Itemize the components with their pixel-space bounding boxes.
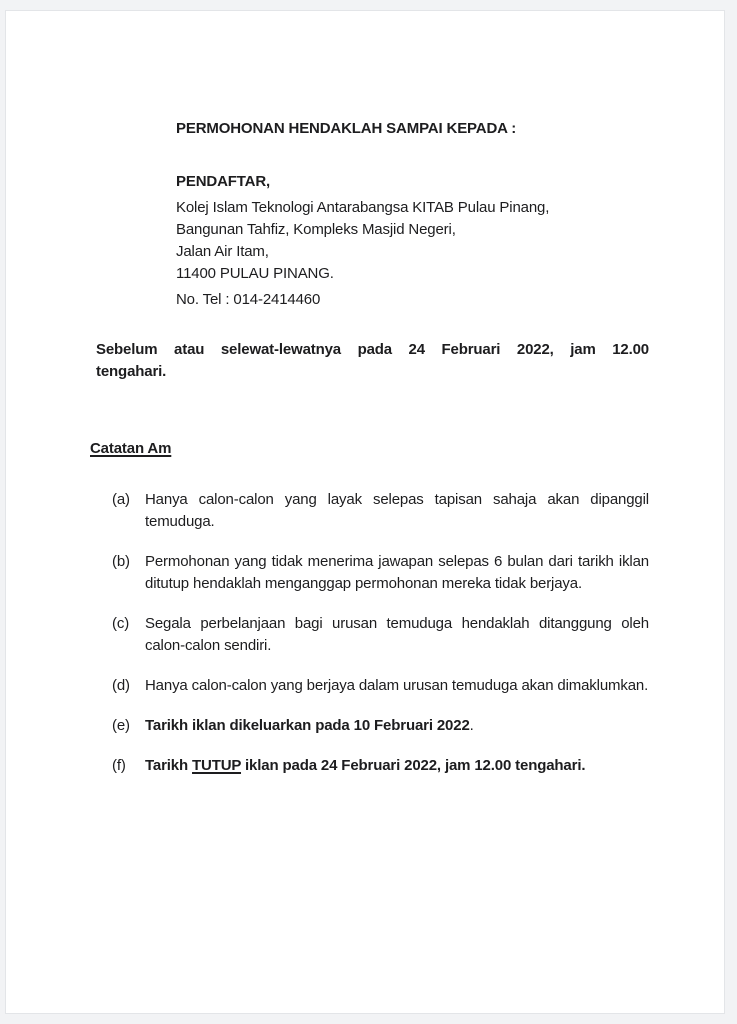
notes-heading — [90, 438, 724, 460]
note-item — [112, 675, 649, 697]
recipient-heading: PERMOHONAN HENDAKLAH SAMPAI KEPADA : — [176, 120, 517, 137]
note-item — [112, 551, 649, 595]
phone-line: No. Tel : 014-2414460 — [176, 291, 321, 308]
note-item — [112, 755, 649, 777]
note-label: (f) — [112, 757, 126, 774]
note-label: (c) — [112, 615, 130, 632]
address-lines — [176, 197, 724, 285]
note-text: Hanya calon-calon yang layak selepas tapisan sahaja akan dipanggil temuduga. — [145, 491, 649, 530]
note-text: Tarikh TUTUP iklan pada 24 Februari 2022, jam 12.00 tengahari. — [145, 757, 586, 774]
address-block — [176, 171, 724, 285]
notes-list — [112, 489, 649, 777]
note-item — [112, 715, 649, 737]
notes-heading-text: Catatan Am — [90, 440, 172, 457]
deadline-paragraph: Sebelum atau selewat-lewatnya pada 24 Februari 2022, jam 12.00 tengahari. — [96, 341, 649, 380]
address-line: Bangunan Tahfiz, Kompleks Masjid Negeri, — [176, 221, 456, 238]
note-text: Tarikh iklan dikeluarkan pada 10 Februari 2022. — [145, 717, 474, 734]
document-page — [5, 10, 725, 1014]
note-item — [112, 489, 649, 533]
note-label: (a) — [112, 491, 130, 508]
note-label: (b) — [112, 553, 130, 570]
note-text: Hanya calon-calon yang berjaya dalam urusan temuduga akan dimaklumkan. — [145, 677, 649, 694]
address-line: Kolej Islam Teknologi Antarabangsa KITAB Pulau Pinang, — [176, 199, 550, 216]
address-line: Jalan Air Itam, — [176, 243, 269, 260]
note-text: Segala perbelanjaan bagi urusan temuduga hendaklah ditanggung oleh calon-calon sendiri. — [145, 615, 649, 654]
address-line: 11400 PULAU PINANG. — [176, 265, 334, 282]
note-label: (e) — [112, 717, 130, 734]
addressee: PENDAFTAR, — [176, 173, 271, 190]
note-item — [112, 613, 649, 657]
note-label: (d) — [112, 677, 130, 694]
note-text: Permohonan yang tidak menerima jawapan selepas 6 bulan dari tarikh iklan ditutup hendaklah menganggap permohonan mereka tidak berjaya. — [145, 553, 649, 592]
